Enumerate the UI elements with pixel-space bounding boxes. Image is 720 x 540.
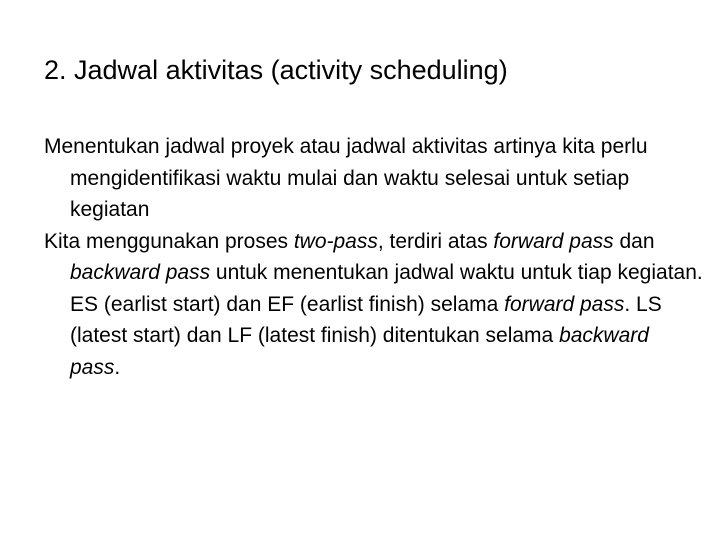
text-segment: . LS (latest start) dan LF (latest finish) ditentukan selama: [70, 292, 662, 347]
term-backward-pass: backward pass: [70, 261, 211, 284]
term-two-pass: two-pass: [293, 229, 378, 253]
text-segment: .: [114, 355, 121, 379]
text-segment: , terdiri atas: [377, 229, 494, 253]
text-segment: Kita menggunakan proses: [44, 229, 294, 253]
text-segment: untuk menentukan jadwal waktu untuk tiap kegiatan. ES (earlist start) dan EF (earlist finish) selama: [70, 261, 703, 316]
term-forward-pass: forward pass: [493, 229, 614, 253]
paragraph-jadwal-definition: Menentukan jadwal proyek atau jadwal aktivitas artinya kita perlu mengidentifikasi waktu mulai dan waktu selesai untuk setiap kegiatan: [44, 135, 648, 221]
slide-title: 2. Jadwal aktivitas (activity scheduling): [44, 55, 508, 85]
term-forward-pass: forward pass: [504, 292, 625, 316]
text-segment: dan: [613, 229, 655, 253]
term-backward-pass: backward pass: [70, 324, 649, 379]
paragraph-two-pass-process: [44, 226, 704, 384]
slide-body: [44, 131, 704, 383]
